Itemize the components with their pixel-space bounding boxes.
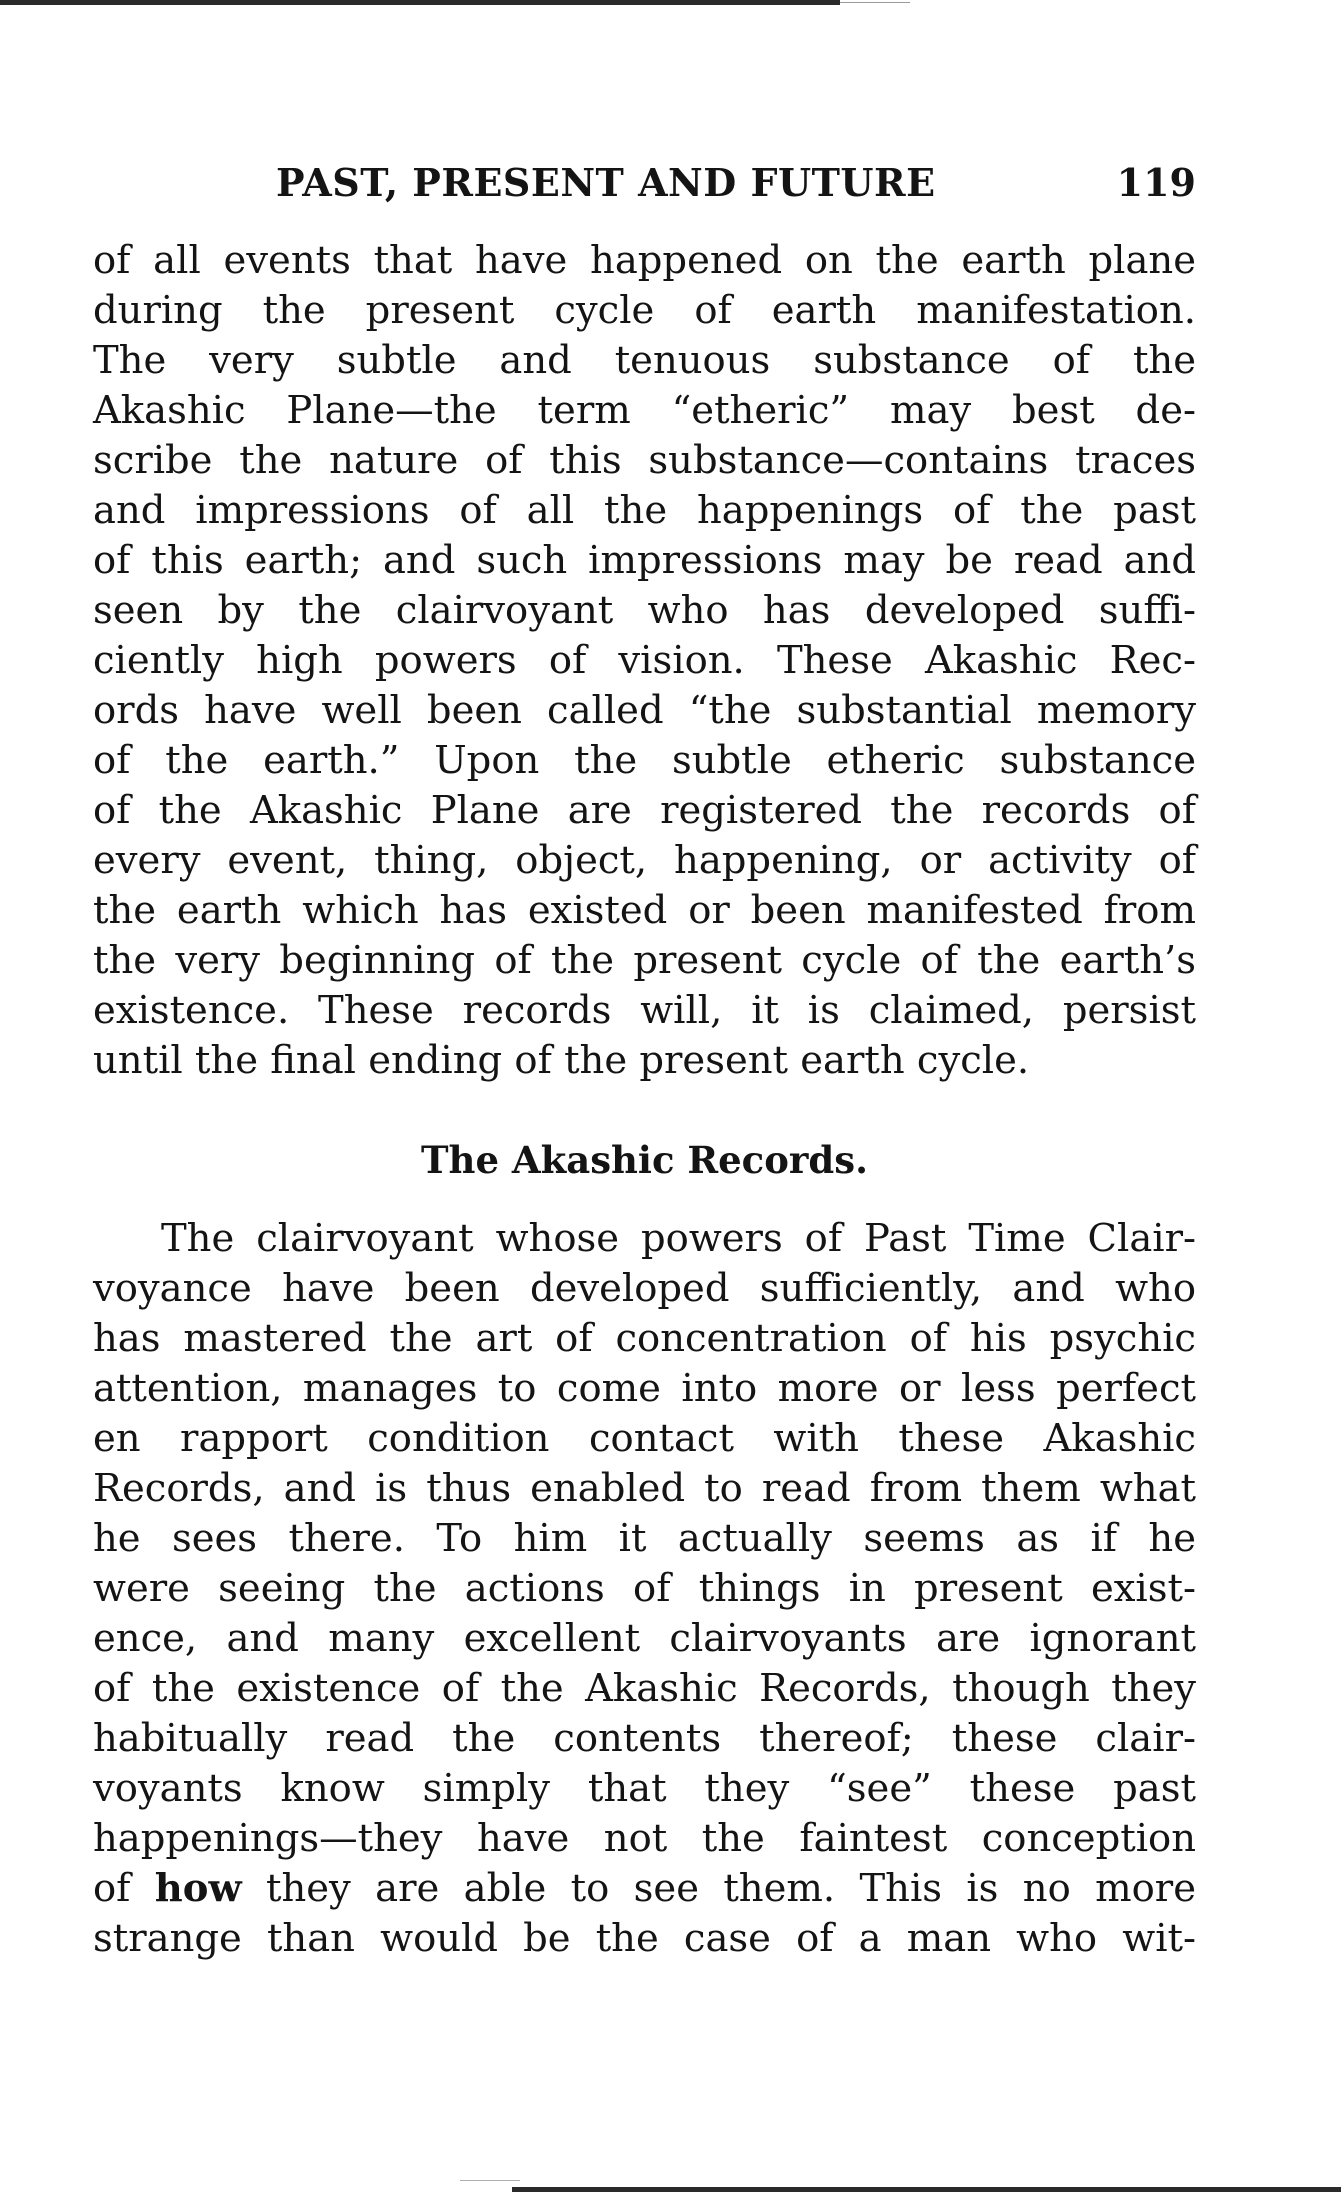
- paragraph-2-line: voyants know simply that they “see” these past: [93, 1766, 1196, 1811]
- paragraph-1-line: of the Akashic Plane are registered the records of: [93, 788, 1196, 833]
- paragraph-2-line: attention, manages to come into more or less perfect: [93, 1366, 1196, 1411]
- paragraph-2: [93, 1214, 1196, 1964]
- paragraph-2-line: happenings—they have not the faintest conception: [93, 1816, 1196, 1861]
- top-page-edge-rule-thin: [840, 2, 910, 3]
- paragraph-2-line: Records, and is thus enabled to read from them what: [93, 1466, 1196, 1511]
- paragraph-1-line: the earth which has existed or been manifested from: [93, 888, 1196, 933]
- top-page-edge-rule: [0, 0, 840, 5]
- line-lead-word: of: [93, 1866, 131, 1911]
- bottom-page-edge-rule-thin: [460, 2180, 520, 2181]
- paragraph-2-line: en rapport condition contact with these Akashic: [93, 1416, 1196, 1461]
- paragraph-2-line: strange than would be the case of a man who wit-: [93, 1916, 1196, 1961]
- paragraph-1-line: The very subtle and tenuous substance of the: [93, 338, 1196, 383]
- line-remainder: they are able to see them. This is no more: [265, 1866, 1196, 1911]
- paragraph-2-line: were seeing the actions of things in present exist-: [93, 1566, 1196, 1611]
- running-head-title: PAST, PRESENT AND FUTURE: [276, 160, 936, 205]
- paragraph-1-line: seen by the clairvoyant who has developed suffi-: [93, 588, 1196, 633]
- paragraph-1-line: the very beginning of the present cycle of the earth’s: [93, 938, 1196, 983]
- paragraph-1-line: during the present cycle of earth manifestation.: [93, 288, 1196, 333]
- paragraph-1-line: and impressions of all the happenings of the past: [93, 488, 1196, 533]
- paragraph-1-line: existence. These records will, it is claimed, persist: [93, 988, 1196, 1033]
- paragraph-2-line: ence, and many excellent clairvoyants are ignorant: [93, 1616, 1196, 1661]
- paragraph-1: [93, 236, 1196, 1086]
- paragraph-1-line: ords have well been called “the substantial memory: [93, 688, 1196, 733]
- paragraph-1-line: of all events that have happened on the earth plane: [93, 238, 1196, 283]
- paragraph-2-line-with-emphasis: [93, 1864, 1196, 1914]
- paragraph-2-line: voyance have been developed sufficiently, and who: [93, 1266, 1196, 1311]
- paragraph-1-line: every event, thing, object, happening, or activity of: [93, 838, 1196, 883]
- paragraph-2-line: The clairvoyant whose powers of Past Time Clair-: [161, 1216, 1196, 1261]
- bottom-page-edge-rule: [512, 2187, 1341, 2192]
- emphasized-word-how: how: [154, 1866, 242, 1911]
- section-heading: The Akashic Records.: [421, 1138, 868, 1182]
- paragraph-2-line: he sees there. To him it actually seems as if he: [93, 1516, 1196, 1561]
- paragraph-1-line: of the earth.” Upon the subtle etheric substance: [93, 738, 1196, 783]
- paragraph-1-line: scribe the nature of this substance—contains traces: [93, 438, 1196, 483]
- paragraph-2-line: of the existence of the Akashic Records, though they: [93, 1666, 1196, 1711]
- running-head: [93, 160, 1196, 216]
- paragraph-2-line: habitually read the contents thereof; these clair-: [93, 1716, 1196, 1761]
- page-number: 119: [1116, 160, 1196, 205]
- paragraph-2-line: has mastered the art of concentration of his psychic: [93, 1316, 1196, 1361]
- paragraph-1-line: of this earth; and such impressions may be read and: [93, 538, 1196, 583]
- paragraph-1-line: ciently high powers of vision. These Akashic Rec-: [93, 638, 1196, 683]
- paragraph-1-line: until the final ending of the present earth cycle.: [93, 1038, 1030, 1083]
- paragraph-1-line: Akashic Plane—the term “etheric” may best de-: [93, 388, 1196, 433]
